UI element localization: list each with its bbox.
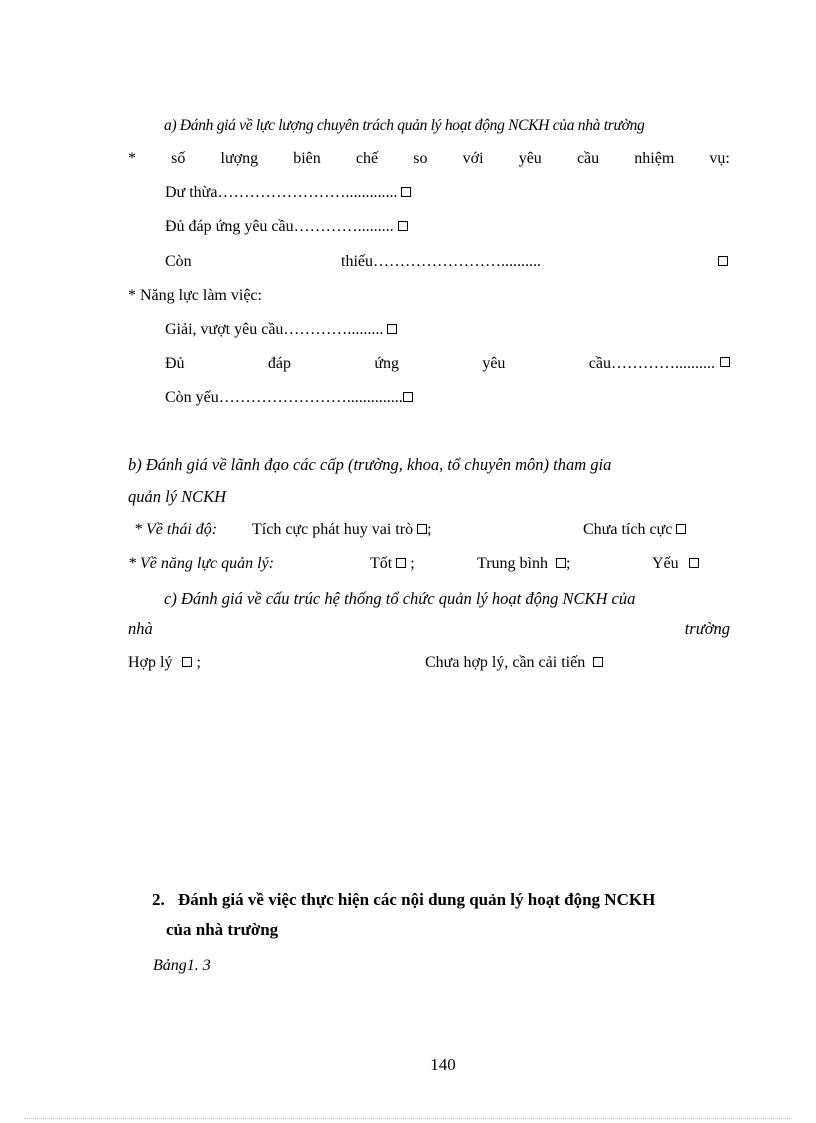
checkbox-capacity-weak[interactable] (403, 392, 413, 402)
capacity-meets-word: ứng (374, 355, 399, 372)
staff-question-word: lượng (220, 150, 259, 167)
mgmt-weak (652, 554, 699, 574)
structure-reasonable (128, 653, 201, 673)
attitude-positive-label: Tích cực phát huy vai trò (252, 521, 414, 538)
capacity-label: * Năng lực làm việc: (128, 287, 262, 304)
checkbox-capacity-excellent[interactable] (387, 324, 397, 334)
capacity-excellent (165, 320, 397, 340)
checkbox-attitude-not-positive[interactable] (676, 524, 686, 534)
capacity-meets-word: yêu (482, 355, 506, 372)
mgmt-good (370, 554, 415, 574)
checkbox-mgmt-average[interactable] (556, 558, 566, 568)
staff-question-word: với (462, 150, 484, 167)
capacity-meets-word: đáp (267, 355, 291, 372)
mgmt-weak-label: Yếu (652, 555, 679, 572)
punct: ; (192, 654, 201, 671)
staff-question-word: chế (355, 150, 379, 167)
page-number: 140 (430, 1055, 456, 1074)
section-b-heading-line1 (128, 455, 730, 475)
section-a-heading: a) Đánh giá về lực lượng chuyên trách quản lý hoạt động NCKH của nhà trường (164, 117, 645, 134)
attitude-label: * Về thái độ: (134, 521, 218, 538)
punct: ; (427, 521, 432, 538)
checkbox-capacity-meets[interactable] (720, 357, 730, 367)
section-2-title-line1 (178, 890, 730, 910)
structure-unreasonable (425, 653, 603, 673)
checkbox-mgmt-good[interactable] (396, 558, 406, 568)
capacity-meets-requirement (165, 354, 715, 374)
option-lacking-label: thiếu…………………….......... (341, 253, 541, 270)
capacity-meets-word: Đủ (165, 355, 185, 372)
option-lacking-prefix: Còn (165, 253, 192, 270)
punct: ; (406, 555, 415, 572)
page-bottom-border (24, 1118, 792, 1120)
capacity-excellent-label: Giải, vượt yêu cầu…………......... (165, 321, 384, 338)
staff-question-word: cầu (576, 150, 600, 167)
section-c-heading-text: c) Đánh giá về cấu trúc hệ thống tổ chức quản lý hoạt động NCKH của (164, 589, 636, 608)
attitude-not-positive (583, 520, 686, 540)
staff-question-word: * (128, 150, 136, 167)
mgmt-average-label: Trung bình (477, 555, 548, 572)
checkbox-structure-unreasonable[interactable] (593, 657, 603, 667)
management-label: * Về năng lực quản lý: (128, 555, 275, 572)
table-label: Bảng1. 3 (153, 957, 211, 974)
staff-question-word: so (413, 150, 428, 167)
option-surplus-label: Dư thừa……………………............. (165, 184, 398, 201)
section-c-heading-line2 (128, 619, 730, 639)
checkbox-surplus[interactable] (401, 187, 411, 197)
punct: ; (565, 555, 571, 572)
section-b-heading-line2: quản lý NCKH (128, 487, 227, 506)
staff-question-word: số (171, 150, 186, 167)
attitude-positive (252, 520, 432, 540)
structure-reasonable-label: Hợp lý (128, 654, 173, 671)
staff-question-word: biên (293, 150, 321, 167)
section-2-number: 2. (152, 890, 165, 909)
section-b-heading-text: b) Đánh giá về lãnh đạo các cấp (trường, khoa, tổ chuyên môn) tham gia (128, 455, 612, 474)
section-c-heading-right: trường (684, 619, 730, 638)
capacity-weak (165, 388, 413, 408)
capacity-meets-word: cầu………….......... (588, 355, 715, 372)
checkbox-sufficient[interactable] (398, 221, 408, 231)
mgmt-average (477, 554, 570, 574)
checkbox-lacking[interactable] (718, 256, 728, 266)
staff-question-word: nhiệm (634, 150, 675, 167)
capacity-weak-label: Còn yếu…………………….............. (165, 389, 403, 406)
section-c-heading-left: nhà (128, 619, 153, 638)
option-sufficient (165, 217, 408, 237)
section-c-heading-line1 (164, 589, 730, 609)
section-2-title-text: Đánh giá về việc thực hiện các nội dung quản lý hoạt động NCKH (178, 890, 656, 909)
attitude-not-positive-label: Chưa tích cực (583, 521, 673, 538)
staff-question-word: vụ: (709, 150, 730, 167)
option-surplus (165, 183, 411, 203)
checkbox-structure-reasonable[interactable] (182, 657, 192, 667)
mgmt-good-label: Tốt (370, 555, 393, 572)
section-2-title-line2: của nhà trường (166, 920, 279, 939)
checkbox-mgmt-weak[interactable] (689, 558, 699, 568)
structure-unreasonable-label: Chưa hợp lý, cần cải tiến (425, 654, 586, 671)
staff-quantity-question (128, 149, 730, 169)
staff-question-word: yêu (518, 150, 542, 167)
checkbox-attitude-positive[interactable] (417, 524, 427, 534)
option-sufficient-label: Đủ đáp ứng yêu cầu…………......... (165, 218, 394, 235)
